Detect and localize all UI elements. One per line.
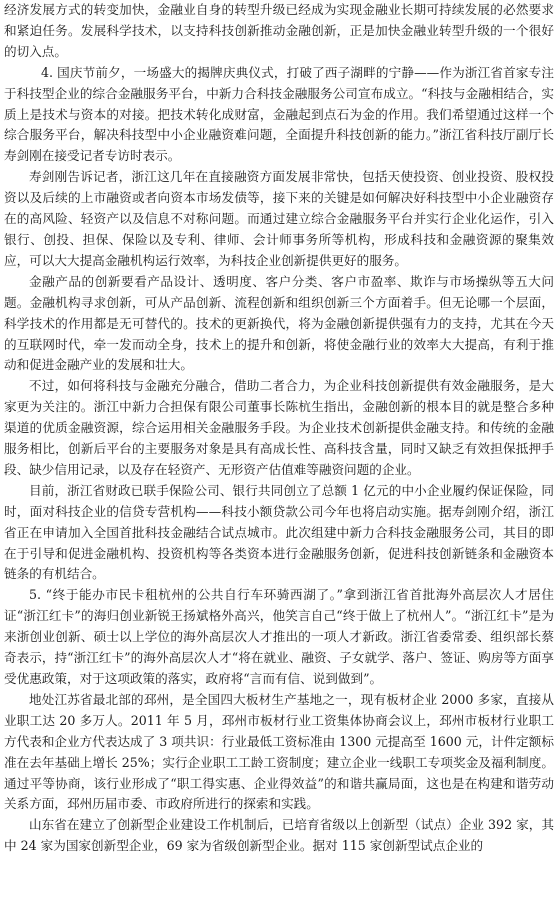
paragraph-6: 目前，浙江省财政已联手保险公司、银行共同创立了总额 1 亿元的中小企业履约保证保险，同时，面对科技企业的信贷专营机构——科技小额贷款公司今年也将启动实施。据寿剑刚介绍，浙江省正在申请加入全国首批科技金融结合试点城市。此次组建中新力合科技金融服务公司，其目的即在于引导和促进金融机构、投资机构等各类资本进行金融服务创新，促进科技创新链条和金融资本链条的有机结合。 bbox=[4, 482, 554, 582]
paragraph-9: 山东省在建立了创新型企业建设工作机制后，已培育省级以上创新型（试点）企业 392 家，其中 24 家为国家创新型企业，69 家为省级创新型企业。据对 115 家创新型试点企业的 bbox=[4, 817, 554, 854]
paragraph-8: 地处江苏省最北部的邳州，是全国四大板材生产基地之一，现有板材企业 2000 多家，直接从业职工达 20 多万人。2011 年 5 月，邳州市板材行业工资集体协商会议上，邳州市板材行业职工方代表和企业方代表达成了 3 项共识：行业最低工资标准由 1300 元提高至 1600 元，计件定额标准在去年基础上增长 25%；实行企业职工工龄工资制度；建立企业一线职工专项奖金及福利制度。通过平等协商，该行业形成了“职工得实惠、企业得效益”的和谐共赢局面，这也是在构建和谐劳动关系方面，邳州历届市委、市政府所进行的探索和实践。 bbox=[4, 691, 554, 812]
paragraph-7: 5. “终于能办市民卡租杭州的公共自行车环骑西湖了。”拿到浙江省首批海外高层次人才居住证“浙江红卡”的海归创业新锐王扬斌格外高兴，他笑言自己“终于做上了杭州人”。“浙江红卡”是为来浙创业创新、硕士以上学位的海外高层次人才推出的一项人才新政。浙江省委常委、组织部长蔡奇表示，持“浙江红卡”的海外高层次人才“将在就业、融资、子女就学、落户、签证、购房等方面享受优惠政策，对于这项政策的落实，政府将“言而有信、说到做到”。 bbox=[4, 587, 554, 686]
paragraph-3: 寿剑刚告诉记者，浙江这几年在直接融资方面发展非常快，包括天使投资、创业投资、股权投资以及后续的上市融资或者向资本市场发债等，接下来的关键是如何解决好科技型中小企业融资存在的高风险、轻资产以及信息不对称问题。而通过建立综合金融服务平台并实行企业化运作，引入银行、创投、担保、保险以及专利、律师、会计师事务所等机构，形成科技和金融资源的聚集效应，可以大大提高金融机构运行效率，为科技企业创新提供更好的服务。 bbox=[4, 169, 554, 268]
paragraph-1: 经济发展方式的转变加快，金融业自身的转型升级已经成为实现金融业长期可持续发展的必然要求和紧迫任务。发展科学技术，以支持科技创新推动金融创新，正是加快金融业转型升级的一个很好的切入点。 bbox=[4, 2, 554, 59]
paragraph-2: 4. 国庆节前夕，一场盛大的揭牌庆典仪式，打破了西子湖畔的宁静——作为浙江省首家专注于科技型企业的综合金融服务平台，中新力合科技金融服务公司宣布成立。“科技与金融相结合，实质上是技术与资本的对接。把技术转化成财富，金融起到点石为金的作用。我们希望通过这样一个综合服务平台，解决科技型中小企业融资难问题，全面提升科技创新的能力。”浙江省科技厅副厅长寿剑刚在接受记者专访时表示。 bbox=[4, 64, 554, 164]
paragraph-4: 金融产品的创新要看产品设计、透明度、客户分类、客户市盈率、欺诈与市场操纵等五大问题。金融机构寻求创新，可从产品创新、流程创新和组织创新三个方面着手。但无论哪一个层面，科学技术的作用都是无可替代的。技术的更新换代，将为金融创新提供强有力的支持，尤其在今天的互联网时代，牵一发而动全身，技术上的提升和创新，将使金融行业的效率大大提高，有利于推动和促进金融产业的发展和壮大。 bbox=[4, 273, 554, 373]
paragraph-5: 不过，如何将科技与金融充分融合，借助二者合力，为企业科技创新提供有效金融服务，是大家更为关注的。浙江中新力合担保有限公司董事长陈杭生指出，金融创新的根本目的就是整合多种渠道的优质金融资源，综合运用相关金融服务手段。为企业技术创新提供金融支持。和传统的金融服务相比，创新后平台的主要服务对象是具有高成长性、高科技含量，同时又缺乏有效担保抵押手段、缺少信用记录，以及存在轻资产、无形资产估值难等融资问题的企业。 bbox=[4, 378, 554, 477]
